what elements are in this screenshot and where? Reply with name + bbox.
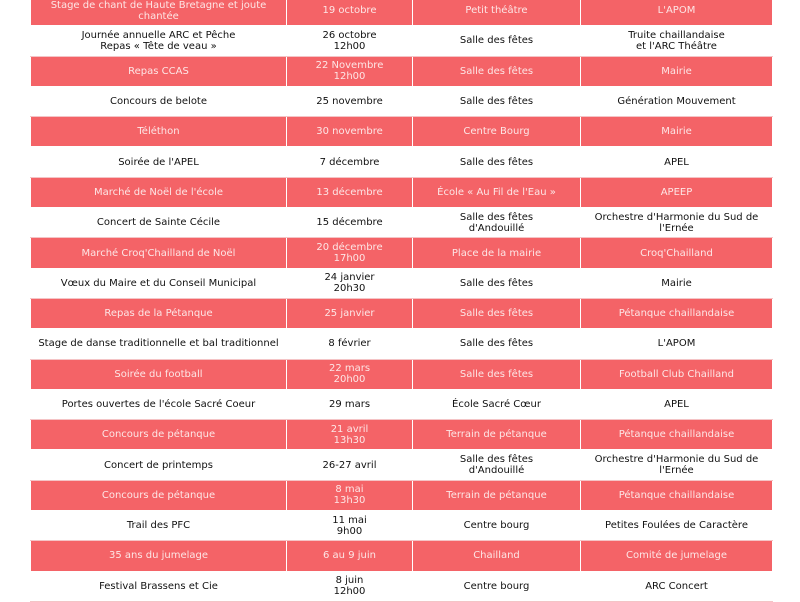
event-organizer-cell: Petites Foulées de Caractère [581,511,773,541]
event-date-cell: 26-27 avril [287,450,413,480]
table-row [31,298,773,328]
event-name-cell: Journée annuelle ARC et Pêche Repas « Tête de veau » [31,26,287,56]
event-organizer-cell: Mairie [581,56,773,86]
event-date-cell: 13 décembre [287,177,413,207]
event-date-cell: 8 février [287,329,413,359]
event-place-cell: Salle des fêtes d'Andouillé [413,450,581,480]
event-date-cell: 15 décembre [287,208,413,238]
event-place-cell: Terrain de pétanque [413,480,581,510]
event-name-cell: Vœux du Maire et du Conseil Municipal [31,268,287,298]
event-organizer-cell: Mairie [581,268,773,298]
table-row [31,329,773,359]
event-organizer-cell: Comité de jumelage [581,541,773,571]
event-name-cell: Repas CCAS [31,56,287,86]
event-place-cell: Salle des fêtes [413,26,581,56]
event-date-cell: 25 janvier [287,298,413,328]
event-date-cell: 7 décembre [287,147,413,177]
event-place-cell: Salle des fêtes d'Andouillé [413,208,581,238]
table-row [31,208,773,238]
event-organizer-cell: Orchestre d'Harmonie du Sud de l'Ernée [581,208,773,238]
event-date-cell: 24 janvier 20h30 [287,268,413,298]
event-place-cell: Place de la mairie [413,238,581,268]
event-name-cell: Stage de danse traditionnelle et bal traditionnel [31,329,287,359]
event-name-cell: Festival Brassens et Cie [31,571,287,601]
event-date-cell: 20 décembre 17h00 [287,238,413,268]
table-row [31,541,773,571]
event-name-cell: Soirée de l'APEL [31,147,287,177]
event-name-cell: Portes ouvertes de l'école Sacré Coeur [31,389,287,419]
event-name-cell: Soirée du football [31,359,287,389]
event-date-cell: 8 mai 13h30 [287,480,413,510]
event-place-cell: Salle des fêtes [413,147,581,177]
event-organizer-cell: Pétanque chaillandaise [581,480,773,510]
event-date-cell: 19 octobre [287,0,413,26]
event-date-cell: 22 mars 20h00 [287,359,413,389]
table-row [31,86,773,116]
event-organizer-cell: L'APOM [581,329,773,359]
event-date-cell: 11 mai 9h00 [287,511,413,541]
events-table-body [31,0,773,601]
event-name-cell: Marché Croq'Chailland de Noël [31,238,287,268]
table-row [31,571,773,601]
table-row [31,0,773,26]
event-place-cell: École « Au Fil de l'Eau » [413,177,581,207]
table-row [31,177,773,207]
table-row [31,511,773,541]
event-organizer-cell: Pétanque chaillandaise [581,420,773,450]
event-name-cell: 35 ans du jumelage [31,541,287,571]
event-place-cell: Salle des fêtes [413,86,581,116]
event-place-cell: Centre bourg [413,511,581,541]
event-organizer-cell: L'APOM [581,0,773,26]
event-organizer-cell: APEEP [581,177,773,207]
event-organizer-cell: Croq'Chailland [581,238,773,268]
event-organizer-cell: Orchestre d'Harmonie du Sud de l'Ernée [581,450,773,480]
event-organizer-cell: Pétanque chaillandaise [581,298,773,328]
event-place-cell: Chailland [413,541,581,571]
event-name-cell: Trail des PFC [31,511,287,541]
table-row [31,268,773,298]
event-place-cell: Salle des fêtes [413,56,581,86]
event-name-cell: Concert de printemps [31,450,287,480]
table-row [31,359,773,389]
event-place-cell: Salle des fêtes [413,268,581,298]
event-organizer-cell: APEL [581,389,773,419]
event-name-cell: Marché de Noël de l'école [31,177,287,207]
event-organizer-cell: Football Club Chailland [581,359,773,389]
event-date-cell: 29 mars [287,389,413,419]
event-place-cell: Salle des fêtes [413,329,581,359]
table-row [31,26,773,56]
table-row [31,147,773,177]
event-organizer-cell: Truite chaillandaise et l'ARC Théâtre [581,26,773,56]
event-name-cell: Stage de chant de Haute Bretagne et joute chantée [31,0,287,26]
event-place-cell: Salle des fêtes [413,359,581,389]
event-date-cell: 6 au 9 juin [287,541,413,571]
event-place-cell: Petit théâtre [413,0,581,26]
event-place-cell: Centre bourg [413,571,581,601]
event-name-cell: Concert de Sainte Cécile [31,208,287,238]
event-organizer-cell: APEL [581,147,773,177]
event-name-cell: Repas de la Pétanque [31,298,287,328]
events-table [30,0,773,602]
table-row [31,450,773,480]
event-name-cell: Concours de belote [31,86,287,116]
event-name-cell: Concours de pétanque [31,480,287,510]
event-date-cell: 8 juin 12h00 [287,571,413,601]
event-date-cell: 25 novembre [287,86,413,116]
event-organizer-cell: ARC Concert [581,571,773,601]
event-date-cell: 21 avril 13h30 [287,420,413,450]
table-row [31,117,773,147]
event-date-cell: 26 octobre 12h00 [287,26,413,56]
event-place-cell: Terrain de pétanque [413,420,581,450]
event-place-cell: Centre Bourg [413,117,581,147]
table-row [31,389,773,419]
event-organizer-cell: Mairie [581,117,773,147]
event-name-cell: Concours de pétanque [31,420,287,450]
event-place-cell: Salle des fêtes [413,298,581,328]
event-place-cell: École Sacré Cœur [413,389,581,419]
table-row [31,480,773,510]
table-row [31,420,773,450]
event-date-cell: 30 novembre [287,117,413,147]
event-date-cell: 22 Novembre 12h00 [287,56,413,86]
table-row [31,238,773,268]
event-name-cell: Téléthon [31,117,287,147]
event-organizer-cell: Génération Mouvement [581,86,773,116]
table-row [31,56,773,86]
